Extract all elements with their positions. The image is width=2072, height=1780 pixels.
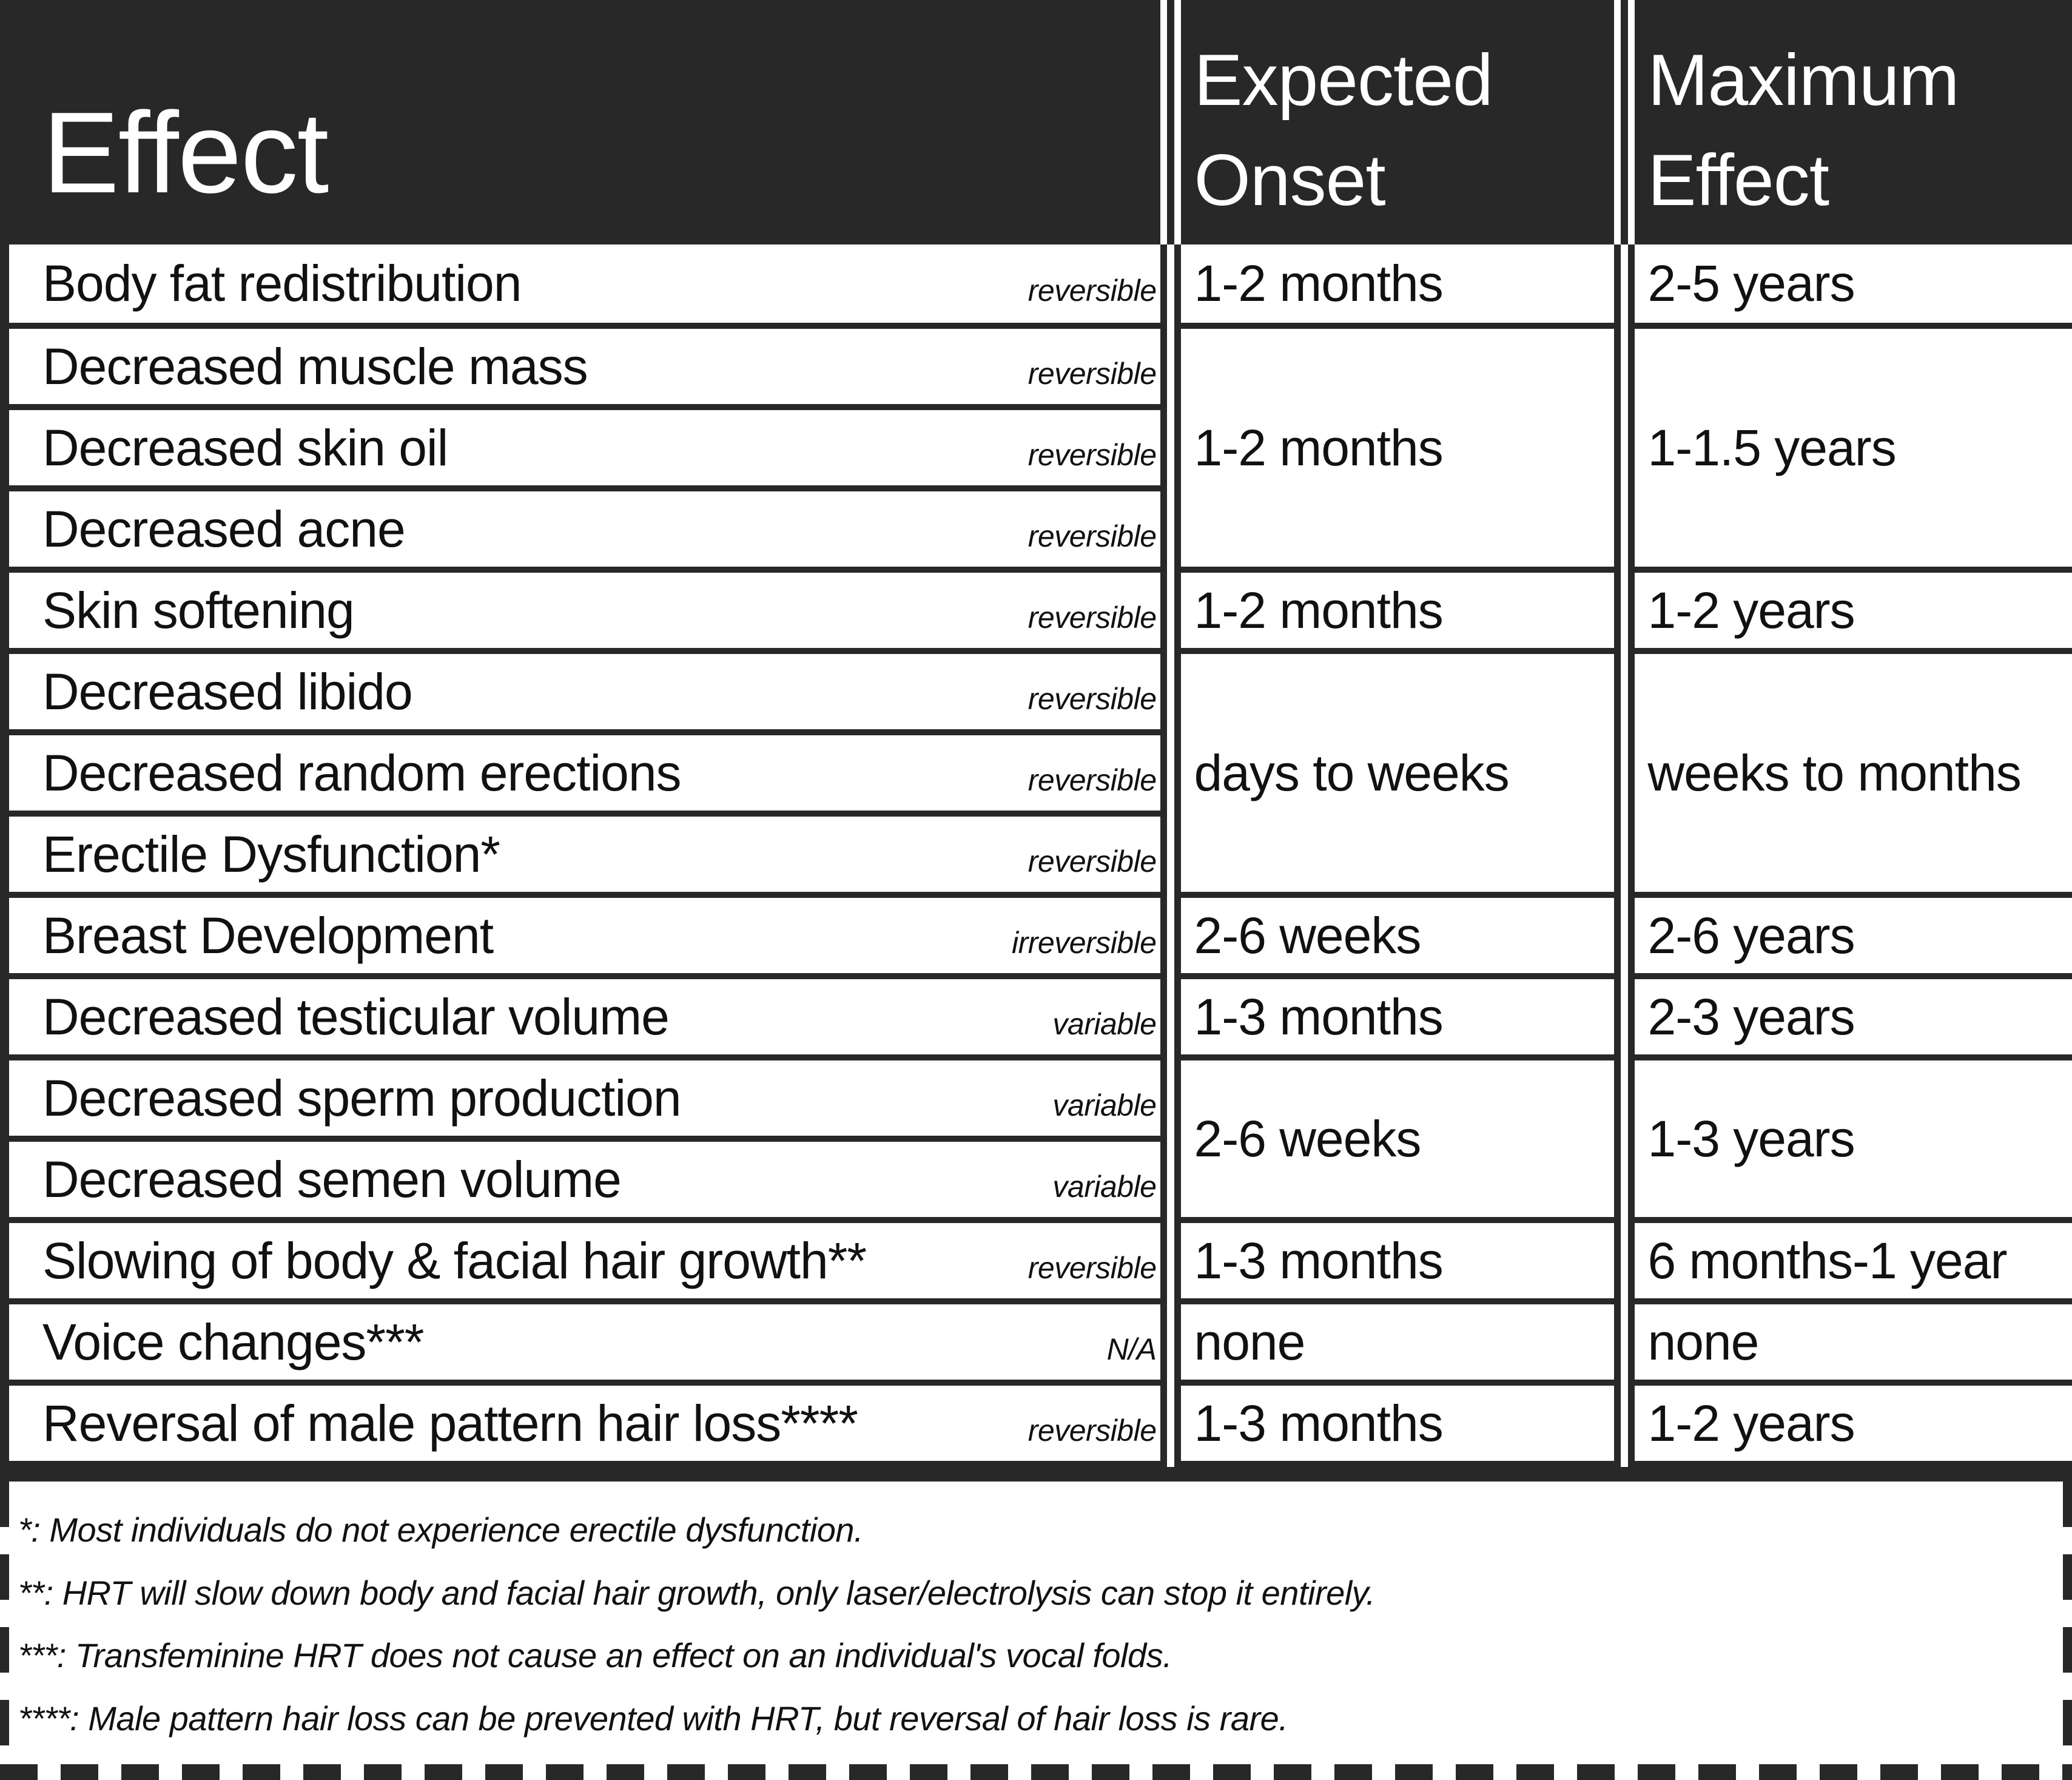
table-body xyxy=(5,244,2072,1464)
effect-label: Decreased skin oil xyxy=(42,419,448,476)
effect-label: Erectile Dysfunction* xyxy=(42,825,500,883)
dashed-border-left xyxy=(0,1482,9,1780)
footnote: ****: Male pattern hair loss can be prevented with HRT, but reversal of hair loss is rare. xyxy=(18,1699,1288,1738)
table-row xyxy=(5,1301,2072,1383)
expected-onset-cell: 2-6 weeks xyxy=(1171,895,1624,976)
effect-cell xyxy=(5,976,1171,1057)
header-maximum-effect: Maximum Effect xyxy=(1624,0,2072,244)
expected-onset-cell: days to weeks xyxy=(1171,651,1624,895)
effect-cell xyxy=(5,1301,1171,1383)
expected-onset-cell: 1-2 months xyxy=(1171,570,1624,651)
expected-onset-cell: none xyxy=(1171,1301,1624,1383)
maximum-effect-cell: 2-3 years xyxy=(1624,976,2072,1057)
table-row xyxy=(5,1057,2072,1139)
effect-cell xyxy=(5,488,1171,570)
header-effect: Effect xyxy=(5,0,1171,244)
footnote: ***: Transfeminine HRT does not cause an effect on an individual's vocal folds. xyxy=(18,1636,1172,1675)
reversibility-tag: variable xyxy=(1052,1088,1157,1122)
effect-cell xyxy=(5,895,1171,976)
table-row xyxy=(5,895,2072,976)
header-expected-onset: Expected Onset xyxy=(1171,0,1624,244)
table-row xyxy=(5,570,2072,651)
reversibility-tag: irreversible xyxy=(1011,925,1157,960)
header-row xyxy=(5,0,2072,244)
dashed-border-right xyxy=(2063,1482,2072,1780)
expected-onset-cell: 1-3 months xyxy=(1171,1383,1624,1464)
maximum-effect-cell: 1-3 years xyxy=(1624,1057,2072,1220)
footnote: **: HRT will slow down body and facial hair growth, only laser/electrolysis can stop it entirely. xyxy=(18,1573,1376,1612)
maximum-effect-cell: 2-6 years xyxy=(1624,895,2072,976)
maximum-effect-cell: 2-5 years xyxy=(1624,244,2072,326)
reversibility-tag: reversible xyxy=(1028,763,1157,797)
maximum-effect-cell: weeks to months xyxy=(1624,651,2072,895)
expected-onset-cell: 1-2 months xyxy=(1171,244,1624,326)
reversibility-tag: variable xyxy=(1052,1169,1157,1204)
effect-label: Voice changes*** xyxy=(42,1313,424,1370)
effect-cell xyxy=(5,732,1171,814)
table-row xyxy=(5,326,2072,407)
effect-label: Decreased libido xyxy=(42,662,412,720)
table-row xyxy=(5,244,2072,326)
effect-label: Reversal of male pattern hair loss**** xyxy=(42,1394,858,1452)
reversibility-tag: reversible xyxy=(1028,1413,1157,1448)
effect-cell xyxy=(5,570,1171,651)
reversibility-tag: reversible xyxy=(1028,1250,1157,1285)
effect-label: Decreased acne xyxy=(42,500,405,558)
reversibility-tag: reversible xyxy=(1028,681,1157,716)
effect-label: Decreased random erections xyxy=(42,744,681,801)
effect-label: Decreased sperm production xyxy=(42,1069,681,1127)
table-row xyxy=(5,976,2072,1057)
dashed-border-bottom xyxy=(0,1764,2072,1780)
effect-cell xyxy=(5,326,1171,407)
expected-onset-cell: 1-3 months xyxy=(1171,976,1624,1057)
table-row xyxy=(5,1220,2072,1301)
expected-onset-cell: 1-3 months xyxy=(1171,1220,1624,1301)
expected-onset-cell: 1-2 months xyxy=(1171,326,1624,570)
reversibility-tag: reversible xyxy=(1028,519,1157,553)
effect-label: Decreased semen volume xyxy=(42,1150,621,1208)
maximum-effect-cell: 1-2 years xyxy=(1624,570,2072,651)
table-header xyxy=(5,0,2072,244)
reversibility-tag: reversible xyxy=(1028,844,1157,878)
maximum-effect-cell: none xyxy=(1624,1301,2072,1383)
effect-cell xyxy=(5,651,1171,732)
expected-onset-cell: 2-6 weeks xyxy=(1171,1057,1624,1220)
maximum-effect-cell: 1-1.5 years xyxy=(1624,326,2072,570)
table-row xyxy=(5,1383,2072,1464)
effect-cell xyxy=(5,1220,1171,1301)
maximum-effect-cell: 6 months-1 year xyxy=(1624,1220,2072,1301)
reversibility-tag: reversible xyxy=(1028,274,1157,308)
reversibility-tag: reversible xyxy=(1028,437,1157,472)
footnotes-box xyxy=(0,1467,2072,1780)
effect-label: Decreased testicular volume xyxy=(42,988,669,1045)
effect-cell xyxy=(5,814,1171,895)
effect-label: Skin softening xyxy=(42,581,354,639)
table-row xyxy=(5,651,2072,732)
effect-label: Breast Development xyxy=(42,906,494,964)
effect-label: Decreased muscle mass xyxy=(42,337,588,395)
reversibility-tag: variable xyxy=(1052,1006,1157,1041)
footnote: *: Most individuals do not experience erectile dysfunction. xyxy=(18,1510,864,1549)
effect-label: Body fat redistribution xyxy=(42,255,522,312)
reversibility-tag: reversible xyxy=(1028,356,1157,391)
reversibility-tag: reversible xyxy=(1028,600,1157,635)
effect-label: Slowing of body & facial hair growth** xyxy=(42,1232,867,1289)
effect-cell xyxy=(5,1057,1171,1139)
reversibility-tag: N/A xyxy=(1106,1332,1157,1366)
effect-cell xyxy=(5,1383,1171,1464)
effect-cell xyxy=(5,244,1171,326)
maximum-effect-cell: 1-2 years xyxy=(1624,1383,2072,1464)
effect-cell xyxy=(5,407,1171,488)
effect-cell xyxy=(5,1139,1171,1220)
